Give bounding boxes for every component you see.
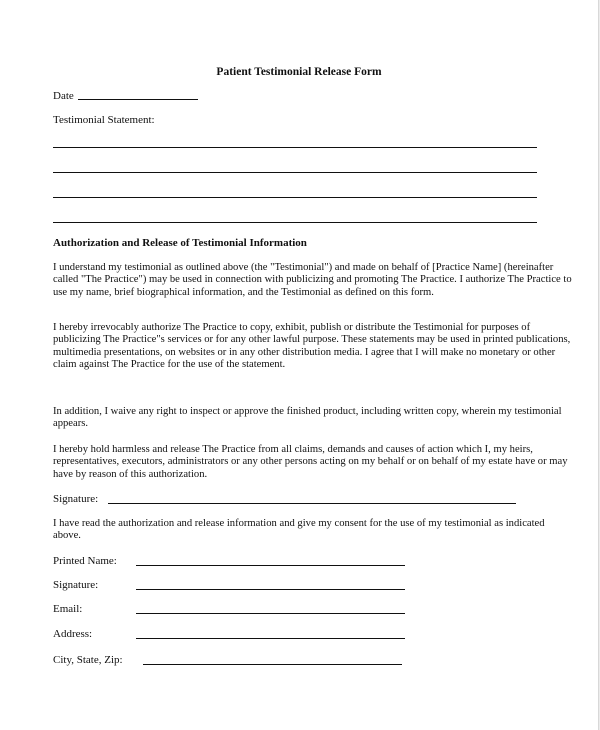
paragraph-authorize: I hereby irrevocably authorize The Practice to copy, exhibit, publish or distribute the Testimonial for purposes of publicizing The Practice"s services or for any other lawful purpose. These statements may be used in printed publications, multimedia presentations, on websites or in any other distribution media. I agree that I will make no monetary or other claim against The Practice for the use of the statement. bbox=[53, 322, 571, 371]
paragraph-consent: I have read the authorization and release information and give my consent for the use of my testimonial as indicated above. bbox=[53, 518, 545, 542]
email-field[interactable] bbox=[136, 613, 405, 614]
city-state-zip-field[interactable] bbox=[143, 664, 402, 665]
form-title: Patient Testimonial Release Form bbox=[216, 66, 382, 78]
city-state-zip-label: City, State, Zip: bbox=[53, 654, 123, 666]
address-field[interactable] bbox=[136, 638, 405, 639]
paragraph-understand: I understand my testimonial as outlined above (the "Testimonial") and made on behalf of [Practice Name] (hereinafter called "The Practice") may be used in connection with publicizing and promoting The Practice. I authorize The Practice to use my name, brief biographical information, and the Testimonial as defined on this form. bbox=[53, 262, 572, 298]
statement-line-4[interactable] bbox=[53, 222, 537, 223]
signature-field[interactable] bbox=[108, 503, 516, 504]
testimonial-statement-label: Testimonial Statement: bbox=[53, 114, 155, 126]
signature-label: Signature: bbox=[53, 493, 99, 505]
printed-name-label: Printed Name: bbox=[53, 555, 117, 567]
paragraph-hold-harmless: I hereby hold harmless and release The Practice from all claims, demands and causes of action which I, my heirs, representatives, executors, administrators or any other persons acting on my behalf or on behalf of my estate have or may have by reason of this authorization. bbox=[53, 444, 568, 480]
date-label: Date bbox=[53, 90, 74, 102]
signature-2-label: Signature: bbox=[53, 579, 99, 591]
signature-2-field[interactable] bbox=[136, 589, 405, 590]
date-field[interactable] bbox=[78, 99, 198, 100]
statement-line-3[interactable] bbox=[53, 197, 537, 198]
email-label: Email: bbox=[53, 603, 83, 615]
paragraph-waive: In addition, I waive any right to inspect or approve the finished product, including written copy, wherein my testimonial appears. bbox=[53, 406, 562, 430]
authorization-heading: Authorization and Release of Testimonial Information bbox=[53, 237, 307, 249]
printed-name-field[interactable] bbox=[136, 565, 405, 566]
statement-line-1[interactable] bbox=[53, 147, 537, 148]
address-label: Address: bbox=[53, 628, 93, 640]
statement-line-2[interactable] bbox=[53, 172, 537, 173]
